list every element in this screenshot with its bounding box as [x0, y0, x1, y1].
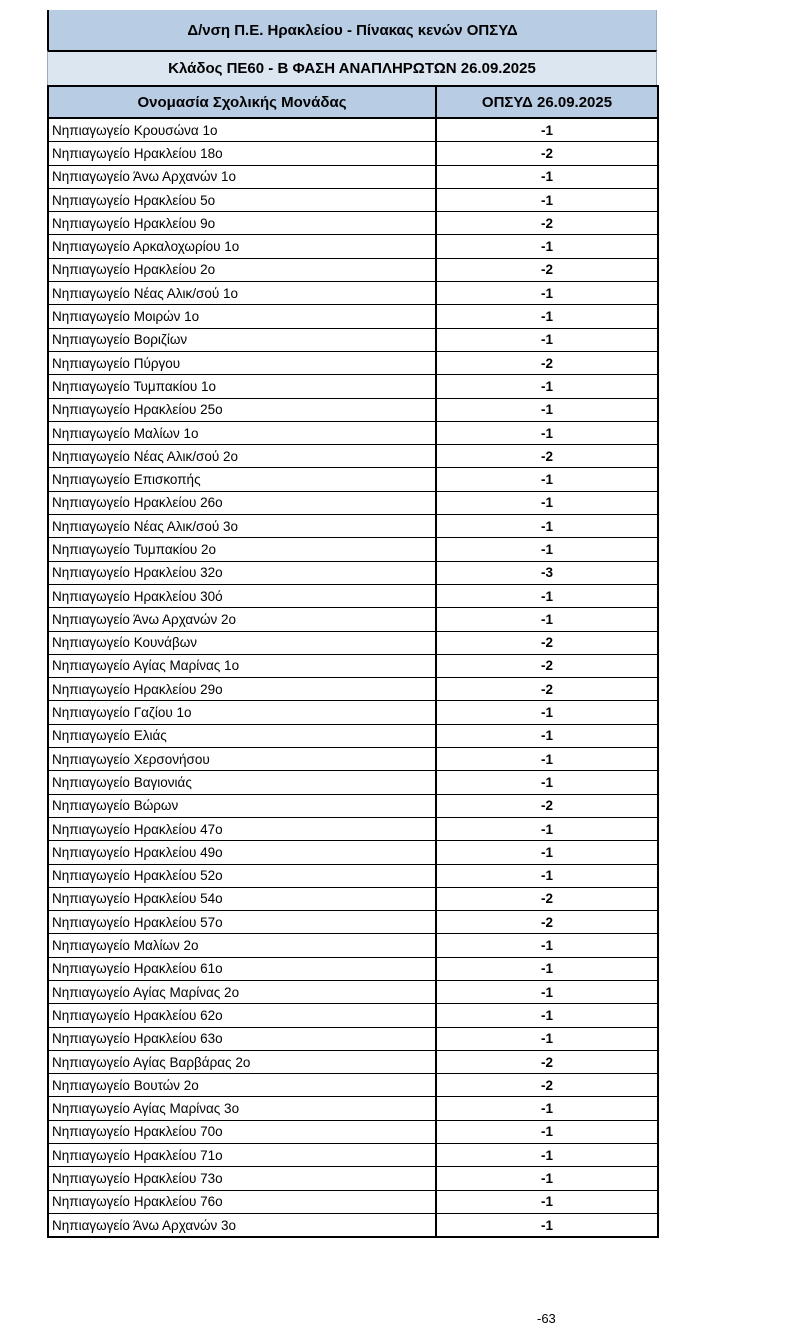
school-name-cell: Νηπιαγωγείο Κουνάβων: [48, 631, 436, 654]
school-name-cell: Νηπιαγωγείο Πύργου: [48, 351, 436, 374]
table-row: [48, 724, 658, 747]
table-row: [48, 911, 658, 934]
table-row: [48, 1190, 658, 1213]
table-row: [48, 398, 658, 421]
table-row: [48, 1050, 658, 1073]
school-name-cell: Νηπιαγωγείο Νέας Αλικ/σού 1ο: [48, 282, 436, 305]
table-row: [48, 351, 658, 374]
school-name-cell: Νηπιαγωγείο Αγίας Μαρίνας 1ο: [48, 654, 436, 677]
document-subtitle: Κλάδος ΠΕ60 - Β ΦΑΣΗ ΑΝΑΠΛΗΡΩΤΩΝ 26.09.2025: [47, 50, 657, 85]
total-value: -63: [537, 1311, 556, 1326]
table-row: [48, 118, 658, 142]
vacancy-value-cell: -1: [436, 165, 658, 188]
table-row: [48, 957, 658, 980]
school-name-cell: Νηπιαγωγείο Ηρακλείου 63ο: [48, 1027, 436, 1050]
school-name-cell: Νηπιαγωγείο Ηρακλείου 9ο: [48, 212, 436, 235]
school-name-cell: Νηπιαγωγείο Νέας Αλικ/σού 2ο: [48, 445, 436, 468]
vacancy-value-cell: -2: [436, 351, 658, 374]
vacancy-value-cell: -1: [436, 1097, 658, 1120]
school-name-cell: Νηπιαγωγείο Άνω Αρχανών 3ο: [48, 1213, 436, 1237]
school-name-cell: Νηπιαγωγείο Ηρακλείου 5ο: [48, 188, 436, 211]
vacancy-sheet: [47, 10, 657, 1238]
vacancy-value-cell: -1: [436, 1213, 658, 1237]
table-row: [48, 654, 658, 677]
school-name-cell: Νηπιαγωγείο Τυμπακίου 1ο: [48, 375, 436, 398]
table-row: [48, 165, 658, 188]
vacancy-value-cell: -1: [436, 934, 658, 957]
table-row: [48, 1144, 658, 1167]
table-row: [48, 1120, 658, 1143]
school-name-cell: Νηπιαγωγείο Ηρακλείου 32ο: [48, 561, 436, 584]
school-name-cell: Νηπιαγωγείο Επισκοπής: [48, 468, 436, 491]
school-name-cell: Νηπιαγωγείο Ηρακλείου 62ο: [48, 1004, 436, 1027]
table-row: [48, 468, 658, 491]
table-row: [48, 258, 658, 281]
school-name-cell: Νηπιαγωγείο Ηρακλείου 52ο: [48, 864, 436, 887]
table-row: [48, 515, 658, 538]
vacancy-value-cell: -1: [436, 1027, 658, 1050]
vacancy-value-cell: -1: [436, 328, 658, 351]
vacancy-value-cell: -2: [436, 887, 658, 910]
table-row: [48, 1027, 658, 1050]
vacancy-value-cell: -1: [436, 1190, 658, 1213]
vacancy-value-cell: -1: [436, 118, 658, 142]
vacancy-value-cell: -1: [436, 771, 658, 794]
school-name-cell: Νηπιαγωγείο Τυμπακίου 2ο: [48, 538, 436, 561]
vacancy-value-cell: -2: [436, 258, 658, 281]
table-row: [48, 1213, 658, 1237]
vacancy-value-cell: -2: [436, 212, 658, 235]
vacancy-value-cell: -1: [436, 841, 658, 864]
vacancy-value-cell: -1: [436, 398, 658, 421]
table-row: [48, 678, 658, 701]
school-name-cell: Νηπιαγωγείο Αρκαλοχωρίου 1ο: [48, 235, 436, 258]
school-name-cell: Νηπιαγωγείο Ηρακλείου 61ο: [48, 957, 436, 980]
vacancy-value-cell: -1: [436, 468, 658, 491]
table-row: [48, 212, 658, 235]
vacancy-value-cell: -2: [436, 678, 658, 701]
vacancy-value-cell: -1: [436, 864, 658, 887]
vacancy-value-cell: -1: [436, 1167, 658, 1190]
school-name-cell: Νηπιαγωγείο Ηρακλείου 30ό: [48, 584, 436, 607]
school-name-cell: Νηπιαγωγείο Ηρακλείου 71ο: [48, 1144, 436, 1167]
school-name-cell: Νηπιαγωγείο Βαγιονιάς: [48, 771, 436, 794]
vacancy-value-cell: -2: [436, 1074, 658, 1097]
vacancy-value-cell: -2: [436, 445, 658, 468]
table-header-row: [48, 86, 658, 118]
table-row: [48, 934, 658, 957]
vacancy-value-cell: -1: [436, 748, 658, 771]
vacancy-value-cell: -1: [436, 305, 658, 328]
school-name-cell: Νηπιαγωγείο Ηρακλείου 73ο: [48, 1167, 436, 1190]
column-header-school: Ονομασία Σχολικής Μονάδας: [48, 86, 436, 118]
table-row: [48, 980, 658, 1003]
table-row: [48, 608, 658, 631]
school-name-cell: Νηπιαγωγείο Αγίας Μαρίνας 3ο: [48, 1097, 436, 1120]
vacancy-value-cell: -1: [436, 491, 658, 514]
vacancy-value-cell: -1: [436, 608, 658, 631]
school-name-cell: Νηπιαγωγείο Ηρακλείου 2ο: [48, 258, 436, 281]
table-row: [48, 887, 658, 910]
table-row: [48, 188, 658, 211]
table-row: [48, 282, 658, 305]
vacancy-value-cell: -2: [436, 631, 658, 654]
table-row: [48, 561, 658, 584]
school-name-cell: Νηπιαγωγείο Κρουσώνα 1ο: [48, 118, 436, 142]
school-name-cell: Νηπιαγωγείο Ηρακλείου 70ο: [48, 1120, 436, 1143]
table-row: [48, 794, 658, 817]
table-row: [48, 1004, 658, 1027]
table-row: [48, 1097, 658, 1120]
vacancy-value-cell: -1: [436, 188, 658, 211]
vacancy-table: [47, 85, 659, 1238]
school-name-cell: Νηπιαγωγείο Ηρακλείου 76ο: [48, 1190, 436, 1213]
vacancy-value-cell: -1: [436, 957, 658, 980]
vacancy-value-cell: -2: [436, 794, 658, 817]
table-row: [48, 771, 658, 794]
vacancy-value-cell: -1: [436, 421, 658, 444]
school-name-cell: Νηπιαγωγείο Μαλίων 2ο: [48, 934, 436, 957]
table-row: [48, 864, 658, 887]
vacancy-value-cell: -1: [436, 282, 658, 305]
table-row: [48, 445, 658, 468]
school-name-cell: Νηπιαγωγείο Άνω Αρχανών 1ο: [48, 165, 436, 188]
vacancy-value-cell: -1: [436, 375, 658, 398]
vacancy-value-cell: -1: [436, 235, 658, 258]
vacancy-value-cell: -3: [436, 561, 658, 584]
table-row: [48, 841, 658, 864]
vacancy-value-cell: -2: [436, 654, 658, 677]
school-name-cell: Νηπιαγωγείο Ηρακλείου 29ο: [48, 678, 436, 701]
vacancy-value-cell: -1: [436, 980, 658, 1003]
table-row: [48, 538, 658, 561]
vacancy-value-cell: -1: [436, 701, 658, 724]
school-name-cell: Νηπιαγωγείο Ηρακλείου 25ο: [48, 398, 436, 421]
school-name-cell: Νηπιαγωγείο Νέας Αλικ/σού 3ο: [48, 515, 436, 538]
table-row: [48, 142, 658, 165]
school-name-cell: Νηπιαγωγείο Ηρακλείου 54ο: [48, 887, 436, 910]
table-row: [48, 631, 658, 654]
table-row: [48, 701, 658, 724]
table-row: [48, 491, 658, 514]
table-row: [48, 1167, 658, 1190]
vacancy-value-cell: -1: [436, 538, 658, 561]
document-title: Δ/νση Π.Ε. Ηρακλείου - Πίνακας κενών ΟΠΣΥΔ: [47, 10, 657, 50]
table-row: [48, 1074, 658, 1097]
table-row: [48, 421, 658, 444]
school-name-cell: Νηπιαγωγείο Γαζίου 1ο: [48, 701, 436, 724]
school-name-cell: Νηπιαγωγείο Ηρακλείου 18ο: [48, 142, 436, 165]
school-name-cell: Νηπιαγωγείο Βουτών 2ο: [48, 1074, 436, 1097]
vacancy-value-cell: -1: [436, 724, 658, 747]
school-name-cell: Νηπιαγωγείο Αγίας Βαρβάρας 2ο: [48, 1050, 436, 1073]
table-row: [48, 748, 658, 771]
vacancy-value-cell: -1: [436, 1004, 658, 1027]
vacancy-value-cell: -2: [436, 911, 658, 934]
table-row: [48, 235, 658, 258]
school-name-cell: Νηπιαγωγείο Άνω Αρχανών 2ο: [48, 608, 436, 631]
table-row: [48, 328, 658, 351]
table-row: [48, 375, 658, 398]
school-name-cell: Νηπιαγωγείο Μοιρών 1ο: [48, 305, 436, 328]
school-name-cell: Νηπιαγωγείο Βώρων: [48, 794, 436, 817]
vacancy-value-cell: -1: [436, 1120, 658, 1143]
school-name-cell: Νηπιαγωγείο Ελιάς: [48, 724, 436, 747]
table-row: [48, 817, 658, 840]
vacancy-value-cell: -1: [436, 817, 658, 840]
school-name-cell: Νηπιαγωγείο Βοριζίων: [48, 328, 436, 351]
school-name-cell: Νηπιαγωγείο Μαλίων 1ο: [48, 421, 436, 444]
vacancy-value-cell: -2: [436, 1050, 658, 1073]
column-header-opsyd: ΟΠΣΥΔ 26.09.2025: [436, 86, 658, 118]
table-row: [48, 584, 658, 607]
school-name-cell: Νηπιαγωγείο Χερσονήσου: [48, 748, 436, 771]
school-name-cell: Νηπιαγωγείο Αγίας Μαρίνας 2ο: [48, 980, 436, 1003]
vacancy-value-cell: -1: [436, 515, 658, 538]
vacancy-value-cell: -1: [436, 584, 658, 607]
vacancy-value-cell: -2: [436, 142, 658, 165]
school-name-cell: Νηπιαγωγείο Ηρακλείου 26ο: [48, 491, 436, 514]
school-name-cell: Νηπιαγωγείο Ηρακλείου 49ο: [48, 841, 436, 864]
table-row: [48, 305, 658, 328]
school-name-cell: Νηπιαγωγείο Ηρακλείου 57ο: [48, 911, 436, 934]
vacancy-value-cell: -1: [436, 1144, 658, 1167]
table-body: [48, 118, 658, 1237]
school-name-cell: Νηπιαγωγείο Ηρακλείου 47ο: [48, 817, 436, 840]
